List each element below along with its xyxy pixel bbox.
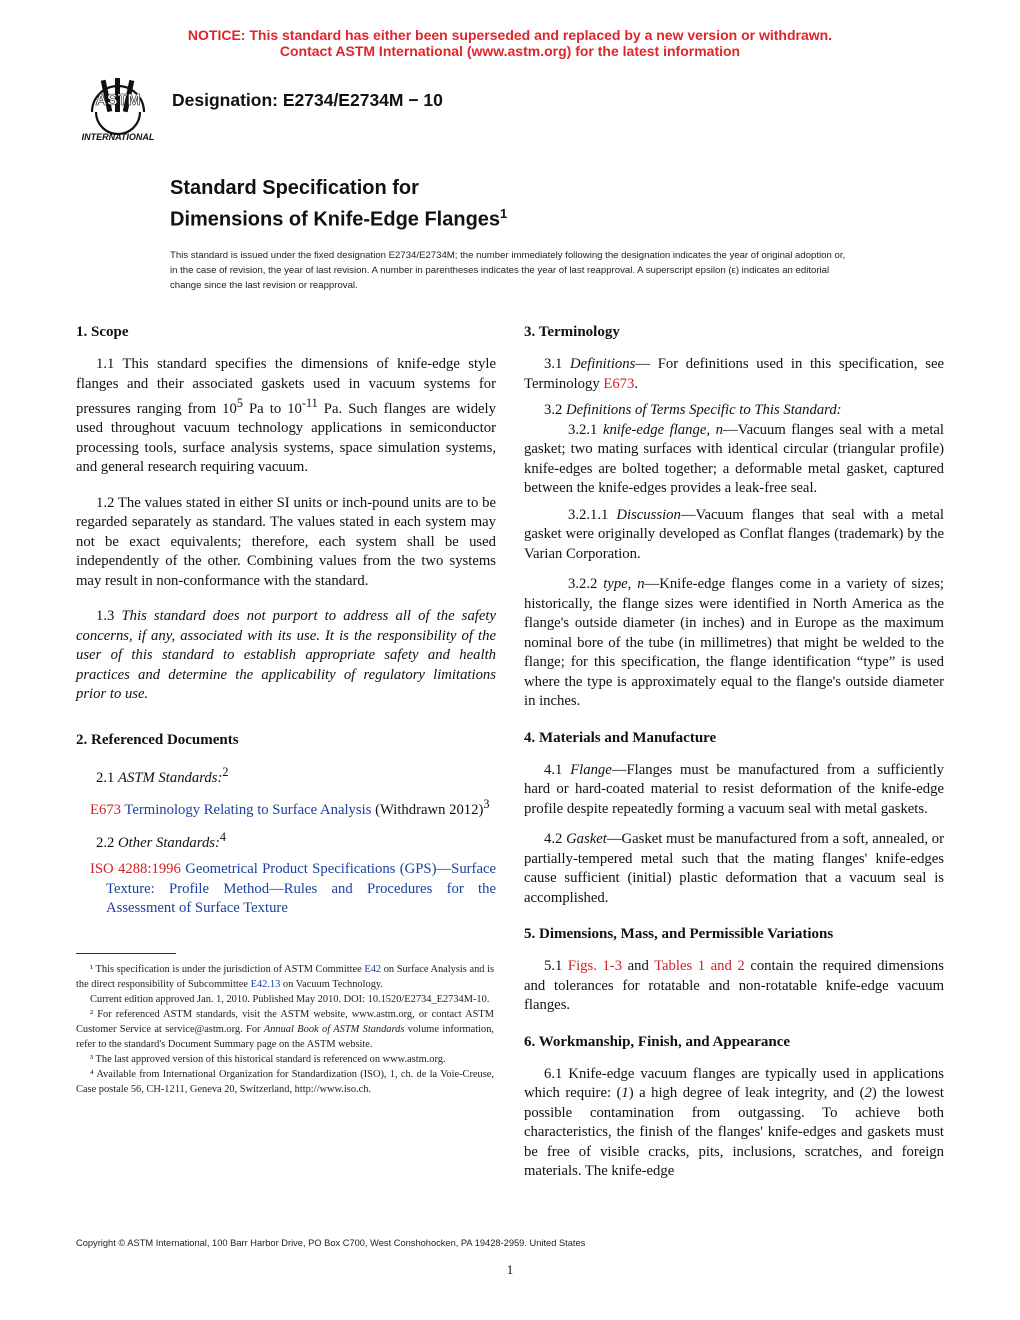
footnote-4: ⁴ Available from International Organization for Standardization (ISO), 1, ch. de la Voie-Creuse, Case postale 56, CH-1211, Geneva 20, Switzerland, http://www.iso.ch.: [76, 1069, 494, 1095]
section-2-heading: 2. Referenced Documents: [76, 731, 239, 748]
tables-link[interactable]: Tables 1 and 2: [654, 958, 745, 974]
para-2-2: 2.2 Other Standards:$^4$: [96, 829, 227, 851]
section-5-heading: 5. Dimensions, Mass, and Permissible Variations: [524, 926, 834, 942]
iso-4288-title-link[interactable]: Geometrical Product Specifications (GPS)—Surface Texture: Profile Method—Rules and Procedures for the Assessment of Surface Texture: [106, 861, 497, 917]
section-4-heading: 4. Materials and Manufacture: [524, 729, 717, 746]
e42-13-link[interactable]: E42.13: [250, 979, 281, 990]
footnote-2: ² For referenced ASTM standards, visit the ASTM website, www.astm.org, or contact ASTM Customer Service at service@astm.org. For Annual Book of ASTM Standards volume information, refer to the standard's Document Summary page on the ASTM website.: [76, 1009, 494, 1050]
para-2-1: 2.1 ASTM Standards:$^2$: [96, 764, 229, 786]
iso-4288-link[interactable]: ISO 4288:1996: [90, 861, 181, 878]
para-3-2-2: 3.2.2 type, n—Knife-edge flanges come in a variety of sizes; historically, the flange sizes were identified in North America as the flange's outside diameter (in inches) and in Europe as the maximum nominal bore of the tube (in millimetres) that might be welded to the flange; for this specification, the flange identification “type” is used where the type is approximately equal to the flange's outside diameter in inches.: [524, 576, 944, 709]
svg-text:INTERNATIONAL: INTERNATIONAL: [81, 132, 155, 142]
notice-line-2: Contact ASTM International (www.astm.org) for the latest information: [279, 43, 741, 59]
right-column: [524, 322, 944, 1189]
title-footnote-marker[interactable]: 1: [500, 206, 508, 221]
e673-terminology-link[interactable]: E673: [603, 375, 635, 392]
section-1-heading: 1. Scope: [76, 324, 129, 340]
para-1-1: 1.1 This standard specifies the dimensions of knife-edge style flanges and their associated gaskets used in vacuum systems for pressures ranging from $10^5$ Pa to $10^{-11}$ Pa. Such flanges are widely used throughout vacuum technology applications in semiconductor processing tools, surface analysis systems, space simulation systems, and general research requiring vacuum.: [76, 356, 496, 476]
reference-iso-4288: [76, 860, 496, 919]
issuance-note: This standard is issued under the fixed designation E2734/E2734M; the number immediately following the designation indicates the year of original adoption or, in the case of revision, the year of last revision. A number in parentheses indicates the year of last reapproval. A superscript epsilon (ε) indicates an editorial change since the last revision or reapproval.: [170, 250, 846, 291]
notice-banner: [0, 27, 1020, 59]
page-title: [170, 175, 507, 233]
title-line-2: Dimensions of Knife-Edge Flanges$^1$: [170, 206, 508, 231]
footnote-divider: [76, 953, 176, 954]
svg-text:ASTM: ASTM: [95, 92, 141, 109]
para-3-2-1: 3.2.1 knife-edge flange, n—Vacuum flanges seal with a metal gasket; two mating surfaces with identical circular (triangular profile) knife-edges are bolted together; a deformable metal gasket, captured between the knife-edges provides a leak-free seal.: [524, 421, 945, 496]
para-3-1: 3.1 Definitions— For definitions used in this specification, see Terminology E673.: [524, 356, 945, 392]
para-1-2: 1.2 The values stated in either SI units or inch-pound units are to be regarded separately as standard. The values stated in each system may not be exact equivalents; therefore, each system shall be used independently of the other. Combining values from the two systems may result in non-conformance with the standard.: [76, 494, 496, 589]
footnotes: [76, 962, 494, 1097]
page-number: 1: [506, 1262, 514, 1277]
e673-title-link[interactable]: Terminology Relating to Surface Analysis: [121, 802, 372, 819]
copyright: Copyright © ASTM International, 100 Barr Harbor Drive, PO Box C700, West Conshohocken, PA 19428-2959. United States: [76, 1238, 586, 1248]
para-1-3: 1.3 This standard does not purport to address all of the safety concerns, if any, associated with its use. It is the responsibility of the user of this standard to establish appropriate safety and health practices and determine the applicability of regulatory limitations prior to use.: [76, 608, 497, 703]
section-6-heading: 6. Workmanship, Finish, and Appearance: [524, 1033, 791, 1050]
footnote-1: ¹ This specification is under the jurisdiction of ASTM Committee E42 on Surface Analysis and is the direct responsibility of Subcommittee E42.13 on Vacuum Technology.: [76, 964, 494, 990]
footnote-1-edition: Current edition approved Jan. 1, 2010. Published May 2010. DOI: 10.1520/E2734_E2734M-10.: [90, 994, 490, 1005]
section-3-heading: 3. Terminology: [524, 324, 620, 340]
e673-link[interactable]: E673: [90, 802, 122, 819]
designation: Designation: E2734/E2734M − 10: [172, 90, 443, 110]
left-column: [76, 322, 496, 926]
notice-line-1: NOTICE: This standard has either been superseded and replaced by a new version or withdrawn.: [187, 27, 833, 43]
para-4-2: 4.2 Gasket—Gasket must be manufactured from a soft, annealed, or partially-tempered metal such that the mating flanges' knife-edges cause sufficient (initial) plastic deformation that a vacuum seal is accomplished.: [524, 831, 944, 906]
astm-logo-icon: [70, 70, 165, 145]
para-6-1: 6.1 Knife-edge vacuum flanges are typically used in applications which require: (1) a high degree of leak integrity, and (2) the lowest possible contamination from outgassing. To achieve both characteristics, the finish of the flanges' knife-edges and gaskets must be free of visible cracks, pits, inclusions, scratches, and foreign materials. The knife-edge: [524, 1065, 944, 1179]
para-4-1: 4.1 Flange—Flanges must be manufactured from a sufficiently hard or hard-coated material to resist deformation of the knife-edge profile despite repeatedly forming a vacuum seal with metal gaskets.: [524, 761, 944, 817]
para-3-2-1-1: 3.2.1.1 Discussion—Vacuum flanges that seal with a metal gasket were originally developed as Conflat flanges (trademark) by the Varian Corporation.: [524, 506, 945, 562]
footnote-3: ³ The last approved version of this historical standard is referenced on www.astm.org.: [90, 1054, 446, 1065]
title-line-1: Standard Specification for: [170, 177, 419, 199]
e42-link[interactable]: E42: [364, 964, 382, 975]
para-5-1: 5.1 Figs. 1-3 and Tables 1 and 2 contain the required dimensions and tolerances for rotatable and non-rotatable knife-edge vacuum flanges.: [524, 958, 944, 1013]
para-3-2: 3.2 Definitions of Terms Specific to This Standard:: [544, 402, 842, 418]
figs-link[interactable]: Figs. 1-3: [567, 958, 623, 974]
reference-e673: E673 Terminology Relating to Surface Analysis (Withdrawn 2012)$^3$: [90, 797, 490, 819]
